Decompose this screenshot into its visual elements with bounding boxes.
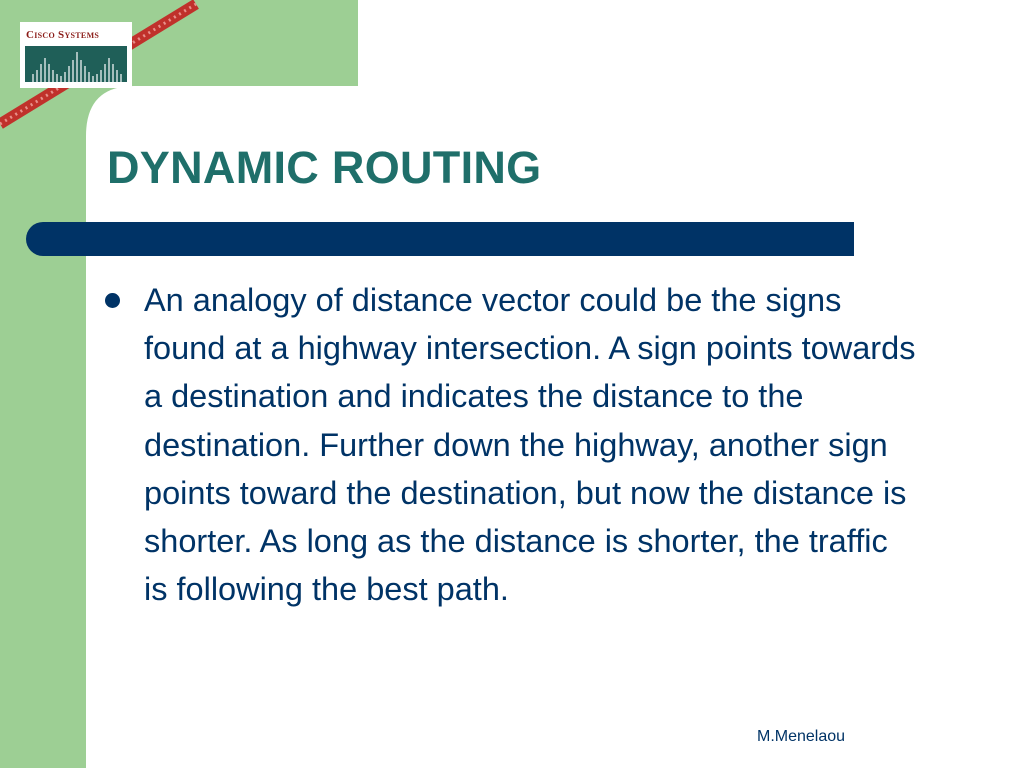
bullet-text: An analogy of distance vector could be the signs found at a highway intersection. A sign points towards a destination and indicates the distance to the destination. Further down the highway, another sign points toward the destination, but now the distance is shorter. As long as the distance is shorter, the traffic is following the best path. bbox=[144, 282, 916, 608]
title-underline-bar bbox=[26, 222, 854, 256]
bullet-item bbox=[100, 276, 920, 613]
bullet-dot-icon bbox=[105, 293, 120, 308]
slide-title: DYNAMIC ROUTING bbox=[107, 142, 542, 193]
cisco-logo bbox=[20, 22, 132, 88]
bullet-list bbox=[100, 276, 920, 613]
logo-bridge-bars-icon bbox=[25, 46, 127, 82]
footer-author: M.Menelaou bbox=[757, 728, 846, 745]
logo-wordmark: Cisco Systems bbox=[26, 29, 100, 41]
